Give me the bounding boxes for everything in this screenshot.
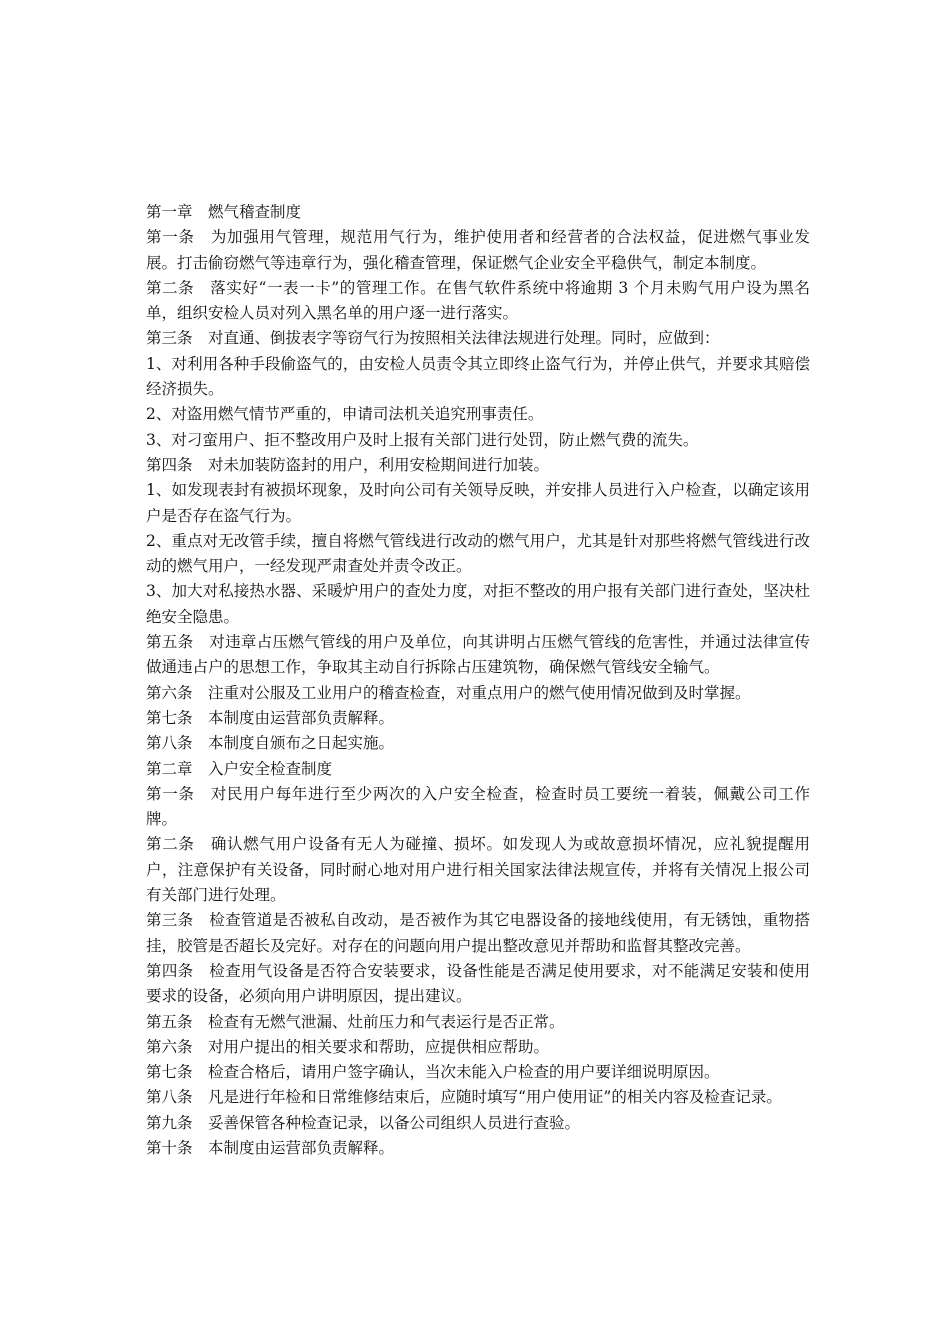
chapter-1-article-7: 第七条 本制度由运营部负责解释。: [146, 708, 395, 727]
document-body: [146, 200, 810, 1161]
chapter-1-article-4: 第四条 对未加装防盗封的用户，利用安检期间进行加装。: [146, 455, 550, 474]
article-4-item-2: 2、重点对无改管手续，擅自将燃气管线进行改动的燃气用户，尤其是针对那些将燃气管线进行改动的燃气用户，一经发现严肃查处并责令改正。: [146, 531, 810, 576]
chapter-2-article-1: 第一条 对民用户每年进行至少两次的入户安全检查，检查时员工要统一着装，佩戴公司工作牌。: [146, 784, 810, 829]
chapter-1-article-1: 第一条 为加强用气管理，规范用气行为，维护使用者和经营者的合法权益，促进燃气事业发展。打击偷窃燃气等违章行为，强化稽查管理，保证燃气企业安全平稳供气，制定本制度。: [146, 228, 810, 272]
chapter-2-article-6: 第六条 对用户提出的相关要求和帮助，应提供相应帮助。: [146, 1037, 550, 1056]
chapter-1-article-5: 第五条 对违章占压燃气管线的用户及单位，向其讲明占压燃气管线的危害性，并通过法律宣传做通违占户的思想工作，争取其主动自行拆除占压建筑物，确保燃气管线安全输气。: [146, 633, 810, 677]
chapter-1-article-2: 第二条 落实好“一表一卡”的管理工作。在售气软件系统中将逾期 3 个月未购气用户设为黑名单，组织安检人员对列入黑名单的用户逐一进行落实。: [146, 278, 810, 323]
chapter-2-article-2: 第二条 确认燃气用户设备有无人为碰撞、损坏。如发现人为或故意损坏情况，应礼貌提醒用户，注意保护有关设备，同时耐心地对用户进行相关国家法律法规宣传，并将有关情况上报公司有关部门进行处理。: [146, 835, 810, 905]
chapter-1-article-6: 第六条 注重对公服及工业用户的稽查检查，对重点用户的燃气使用情况做到及时掌握。: [146, 683, 751, 702]
article-3-item-1: 1、对利用各种手段偷盗气的，由安检人员责令其立即终止盗气行为，并停止供气，并要求其赔偿经济损失。: [146, 354, 810, 399]
article-3-item-2: 2、对盗用燃气情节严重的，申请司法机关追究刑事责任。: [146, 405, 544, 424]
chapter-1-article-3: 第三条 对直通、倒拔表字等窃气行为按照相关法律法规进行处理。同时，应做到：: [146, 329, 720, 348]
chapter-2-article-10: 第十条 本制度由运营部负责解释。: [146, 1138, 395, 1157]
chapter-2-heading: 第二章 入户安全检查制度: [146, 759, 333, 778]
chapter-2-article-3: 第三条 检查管道是否被私自改动，是否被作为其它电器设备的接地线使用，有无锈蚀，重物搭挂，胶管是否超长及完好。对存在的问题向用户提出整改意见并帮助和监督其整改完善。: [146, 911, 810, 955]
chapter-1-article-8: 第八条 本制度自颁布之日起实施。: [146, 734, 395, 753]
chapter-2-article-5: 第五条 检查有无燃气泄漏、灶前压力和气表运行是否正常。: [146, 1012, 565, 1031]
article-3-item-3: 3、对刁蛮用户、拒不整改用户及时上报有关部门进行处罚，防止燃气费的流失。: [146, 430, 699, 449]
chapter-2-article-7: 第七条 检查合格后，请用户签字确认，当次未能入户检查的用户要详细说明原因。: [146, 1063, 720, 1082]
chapter-2-article-8: 第八条 凡是进行年检和日常维修结束后，应随时填写“用户使用证”的相关内容及检查记录。: [146, 1088, 782, 1107]
chapter-2-article-4: 第四条 检查用气设备是否符合安装要求，设备性能是否满足使用要求，对不能满足安装和使用要求的设备，必须向用户讲明原因，提出建议。: [146, 961, 810, 1006]
chapter-1-heading: 第一章 燃气稽查制度: [146, 203, 302, 221]
article-4-item-3: 3、加大对私接热水器、采暖炉用户的查处力度，对拒不整改的用户报有关部门进行查处，坚决杜绝安全隐患。: [146, 582, 810, 626]
chapter-2-article-9: 第九条 妥善保管各种检查记录，以备公司组织人员进行查验。: [146, 1113, 581, 1132]
article-4-item-1: 1、如发现表封有被损坏现象，及时向公司有关领导反映，并安排人员进行入户检查，以确定该用户是否存在盗气行为。: [146, 481, 810, 525]
